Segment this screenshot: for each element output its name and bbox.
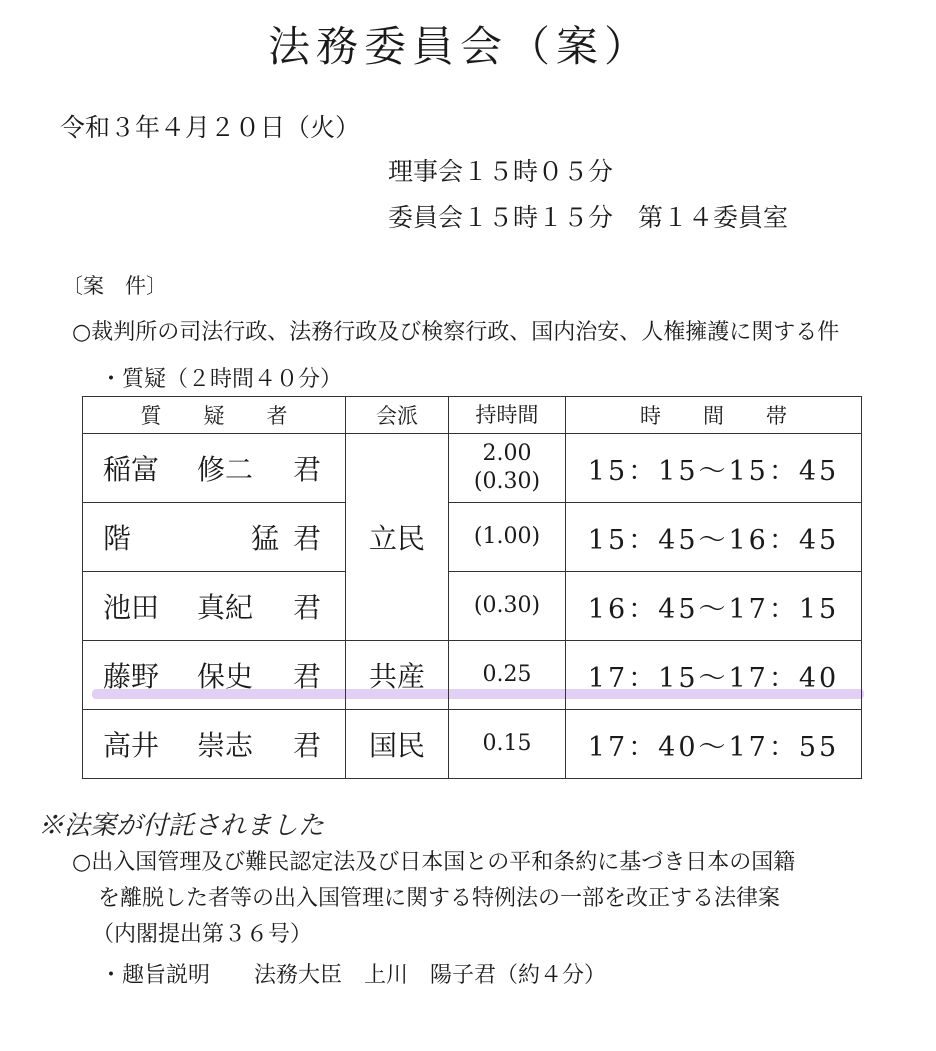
- name-suffix: 君: [293, 453, 322, 486]
- table-row: [83, 434, 862, 503]
- name-suffix: 君: [293, 591, 322, 624]
- hold-time: 2.00: [482, 441, 532, 466]
- party-cell: 国民: [346, 710, 449, 779]
- header-hold-time: 持時間: [449, 397, 566, 434]
- hold-time-extra: (0.30): [473, 469, 541, 494]
- hold-time-cell: (1.00): [449, 503, 566, 572]
- case2-line2: を離脱した者等の出入国管理に関する特例法の一部を改正する法律案: [98, 886, 781, 911]
- meeting-date: 令和３年４月２０日（火）: [60, 113, 361, 142]
- board-meeting-time: 理事会１５時０５分: [388, 157, 614, 186]
- name-suffix: 君: [293, 660, 322, 693]
- header-party: 会派: [346, 397, 449, 434]
- handwritten-note: ※法案が付託されました: [38, 811, 325, 841]
- questioner-name: [83, 434, 346, 503]
- table-row: [83, 710, 862, 779]
- header-questioner: 質 疑 者: [83, 397, 346, 434]
- name-last: 稲富: [103, 453, 160, 486]
- table-row: [83, 641, 862, 710]
- case1-title: ○裁判所の司法行政、法務行政及び検察行政、国内治安、人権擁護に関する件: [72, 320, 840, 345]
- time-band-cell: 15：15〜15：45: [566, 434, 862, 503]
- name-first: 猛: [250, 522, 279, 555]
- time-band-cell: 17：40〜17：55: [566, 710, 862, 779]
- party-cell: 立民: [346, 434, 449, 641]
- name-last: 池田: [103, 591, 160, 624]
- name-suffix: 君: [293, 522, 322, 555]
- case2-title: [72, 845, 795, 953]
- name-first: 崇志: [197, 729, 254, 762]
- case2-line3: （内閣提出第３６号）: [92, 922, 313, 947]
- committee-meeting-time: 委員会１５時１５分 第１４委員室: [388, 203, 789, 232]
- name-first: 修二: [197, 453, 254, 486]
- name-last: 藤野: [103, 660, 160, 693]
- section-label: 〔案 件〕: [62, 274, 167, 298]
- time-band-cell: 16：45〜17：15: [566, 572, 862, 641]
- name-last: 高井: [103, 729, 160, 762]
- name-suffix: 君: [293, 729, 322, 762]
- header-time-band: 時 間 帯: [566, 397, 862, 434]
- time-band-cell: 17：15〜17：40: [566, 641, 862, 710]
- questioner-name: [83, 710, 346, 779]
- table-row: [83, 503, 862, 572]
- case2-line1: ○出入国管理及び難民認定法及び日本国との平和条約に基づき日本の国籍: [72, 850, 796, 875]
- questioner-name: [83, 572, 346, 641]
- name-last: 階: [103, 522, 132, 555]
- questioner-name: [83, 641, 346, 710]
- table-header-row: [83, 397, 862, 434]
- name-first: 保史: [197, 660, 254, 693]
- case2-explanation: ・趣旨説明 法務大臣 上川 陽子君（約４分）: [100, 963, 607, 988]
- name-first: 真紀: [197, 591, 254, 624]
- hold-time-cell: 0.15: [449, 710, 566, 779]
- page-title: 法務委員会（案）: [268, 22, 653, 71]
- time-band-cell: 15：45〜16：45: [566, 503, 862, 572]
- party-cell: 共産: [346, 641, 449, 710]
- questioner-table: [82, 396, 862, 779]
- hold-time-cell: 0.25: [449, 641, 566, 710]
- case1-questioning: ・質疑（２時間４０分）: [100, 367, 343, 392]
- table-row: [83, 572, 862, 641]
- hold-time-cell: [449, 434, 566, 503]
- hold-time-cell: (0.30): [449, 572, 566, 641]
- questioner-name: [83, 503, 346, 572]
